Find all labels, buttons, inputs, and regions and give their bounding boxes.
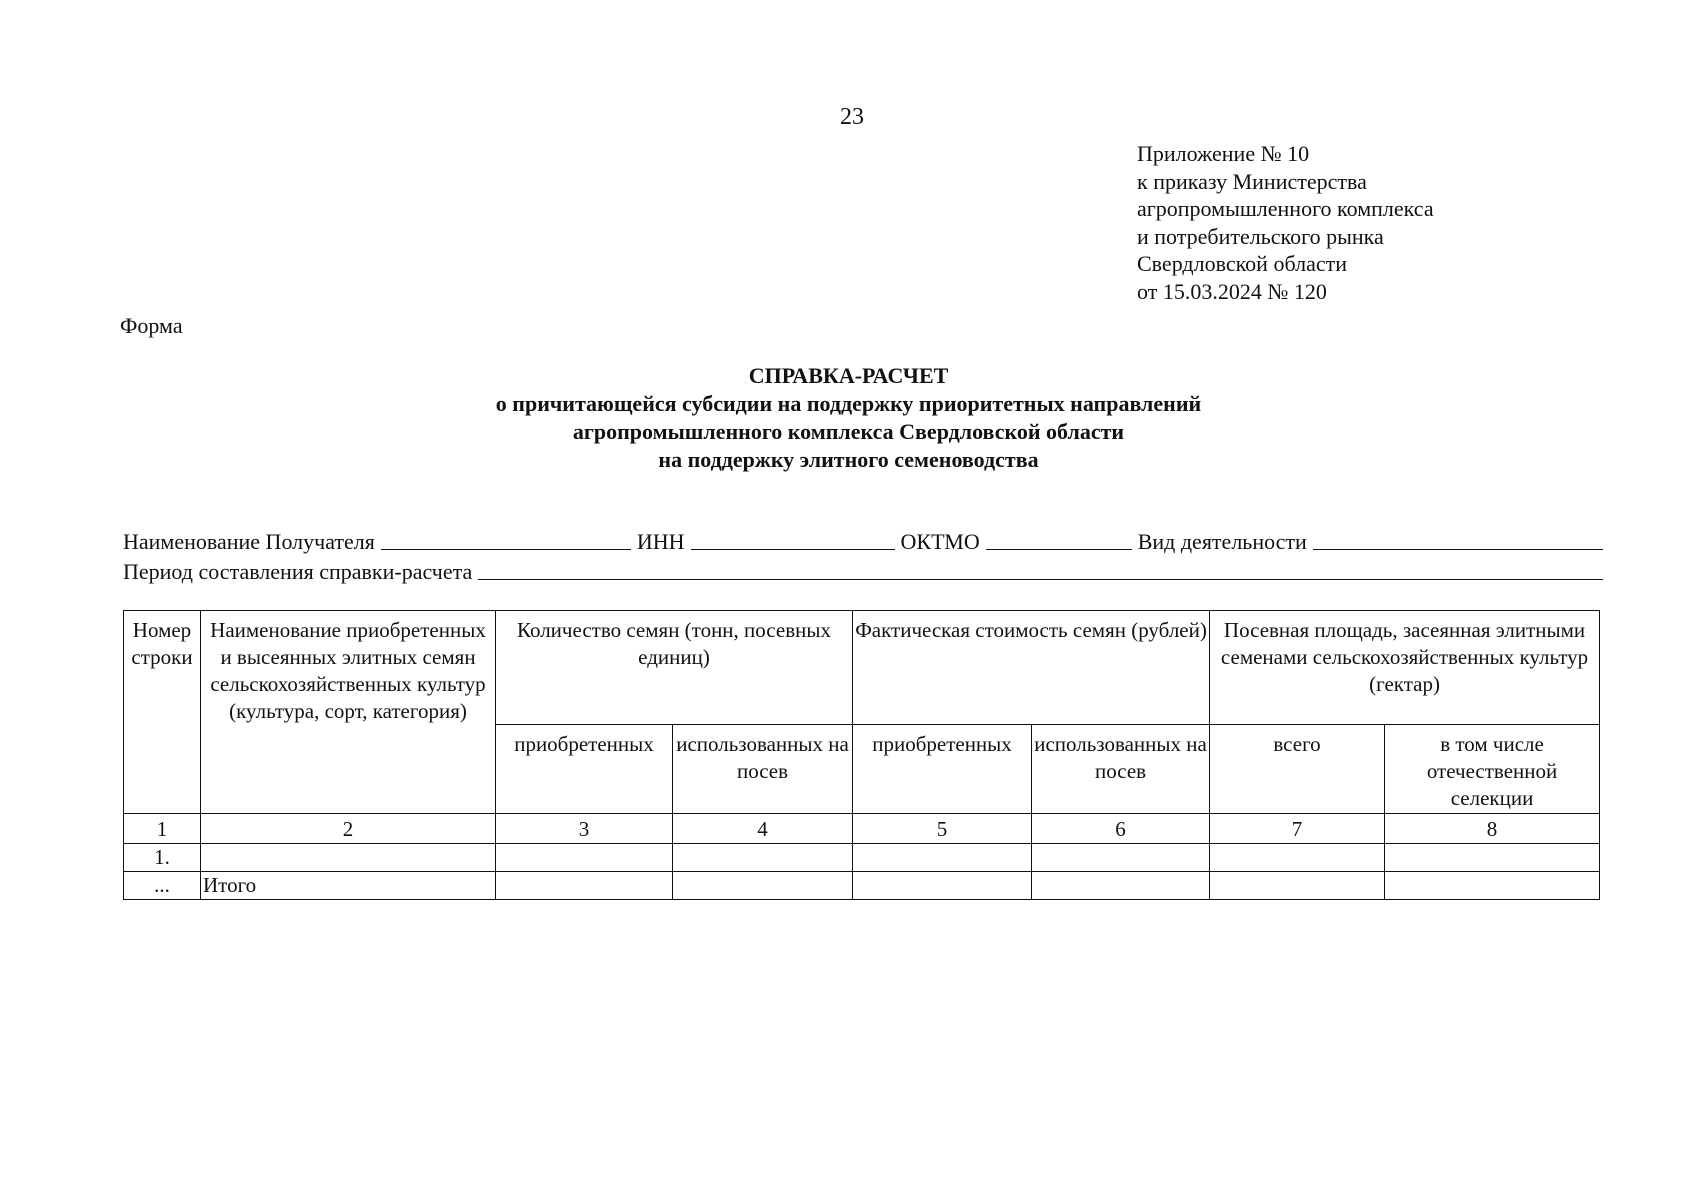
form-label: Форма — [120, 313, 183, 338]
area-total-cell[interactable] — [1210, 844, 1385, 872]
period-blank[interactable] — [478, 578, 1603, 580]
appendix-line: и потребительского рынка — [1137, 223, 1384, 249]
cost-used-cell[interactable] — [1032, 872, 1210, 900]
column-number: 4 — [673, 814, 853, 844]
seed-name-cell[interactable]: Итого — [201, 872, 496, 900]
column-number: 6 — [1032, 814, 1210, 844]
seed-name-cell[interactable] — [201, 844, 496, 872]
inn-blank[interactable] — [691, 548, 895, 550]
period-fields-line — [123, 559, 1603, 585]
appendix-block — [1137, 140, 1434, 305]
title-line: о причитающейся субсидии на поддержку приоритетных направлений — [495, 391, 1202, 416]
column-numbers-row — [124, 814, 1600, 844]
area-domestic-cell[interactable] — [1385, 872, 1600, 900]
header-area-total: всего — [1210, 725, 1385, 814]
column-number: 8 — [1385, 814, 1600, 844]
subsidy-table — [123, 610, 1600, 900]
header-area-group: Посевная площадь, засеянная элитными семенами сельскохозяйственных культур (гектар) — [1210, 611, 1600, 725]
table-row — [124, 844, 1600, 872]
title-line: агропромышленного комплекса Свердловской области — [572, 419, 1125, 444]
qty-purchased-cell[interactable] — [496, 872, 673, 900]
page-number: 23 — [840, 104, 864, 130]
header-quantity-group: Количество семян (тонн, посевных единиц) — [496, 611, 853, 725]
header-cost-purchased: приобретенных — [853, 725, 1032, 814]
column-number: 5 — [853, 814, 1032, 844]
activity-label: Вид деятельности — [1137, 529, 1307, 554]
header-seed-name: Наименование приобретенных и высеянных элитных семян сельскохозяйственных культур (культура, сорт, категория) — [201, 611, 496, 814]
area-domestic-cell[interactable] — [1385, 844, 1600, 872]
title-line: на поддержку элитного семеноводства — [658, 447, 1039, 472]
recipient-fields-line — [123, 529, 1603, 555]
qty-purchased-cell[interactable] — [496, 844, 673, 872]
recipient-label: Наименование Получателя — [123, 529, 375, 554]
qty-used-cell[interactable] — [673, 844, 853, 872]
column-number: 2 — [201, 814, 496, 844]
period-label: Период составления справки-расчета — [123, 559, 473, 584]
activity-blank[interactable] — [1313, 548, 1603, 550]
appendix-line: агропромышленного комплекса — [1137, 196, 1434, 221]
inn-label: ИНН — [636, 529, 685, 554]
cost-purchased-cell[interactable] — [853, 844, 1032, 872]
area-total-cell[interactable] — [1210, 872, 1385, 900]
appendix-line: Свердловской области — [1137, 251, 1347, 276]
title-line: СПРАВКА-РАСЧЕТ — [748, 363, 949, 388]
appendix-line: Приложение № 10 — [1137, 141, 1310, 166]
table-row — [124, 872, 1600, 900]
column-number: 3 — [496, 814, 673, 844]
row-number-cell[interactable]: ... — [124, 872, 201, 900]
cost-used-cell[interactable] — [1032, 844, 1210, 872]
header-qty-used: использованных на посев — [673, 725, 853, 814]
header-row-number: Номер строки — [124, 611, 201, 814]
document-title — [0, 362, 1697, 474]
header-cost-used: использованных на посев — [1032, 725, 1210, 814]
qty-used-cell[interactable] — [673, 872, 853, 900]
oktmo-blank[interactable] — [986, 548, 1132, 550]
column-number: 7 — [1210, 814, 1385, 844]
header-qty-purchased: приобретенных — [496, 725, 673, 814]
header-cost-group: Фактическая стоимость семян (рублей) — [853, 611, 1210, 725]
recipient-blank[interactable] — [381, 548, 631, 550]
appendix-line: к приказу Министерства — [1137, 168, 1367, 194]
row-number-cell[interactable]: 1. — [124, 844, 201, 872]
header-area-domestic: в том числе отечественной селекции — [1385, 725, 1600, 814]
appendix-line: от 15.03.2024 № 120 — [1137, 278, 1327, 304]
column-number: 1 — [124, 814, 201, 844]
oktmo-label: ОКТМО — [900, 529, 980, 554]
cost-purchased-cell[interactable] — [853, 872, 1032, 900]
